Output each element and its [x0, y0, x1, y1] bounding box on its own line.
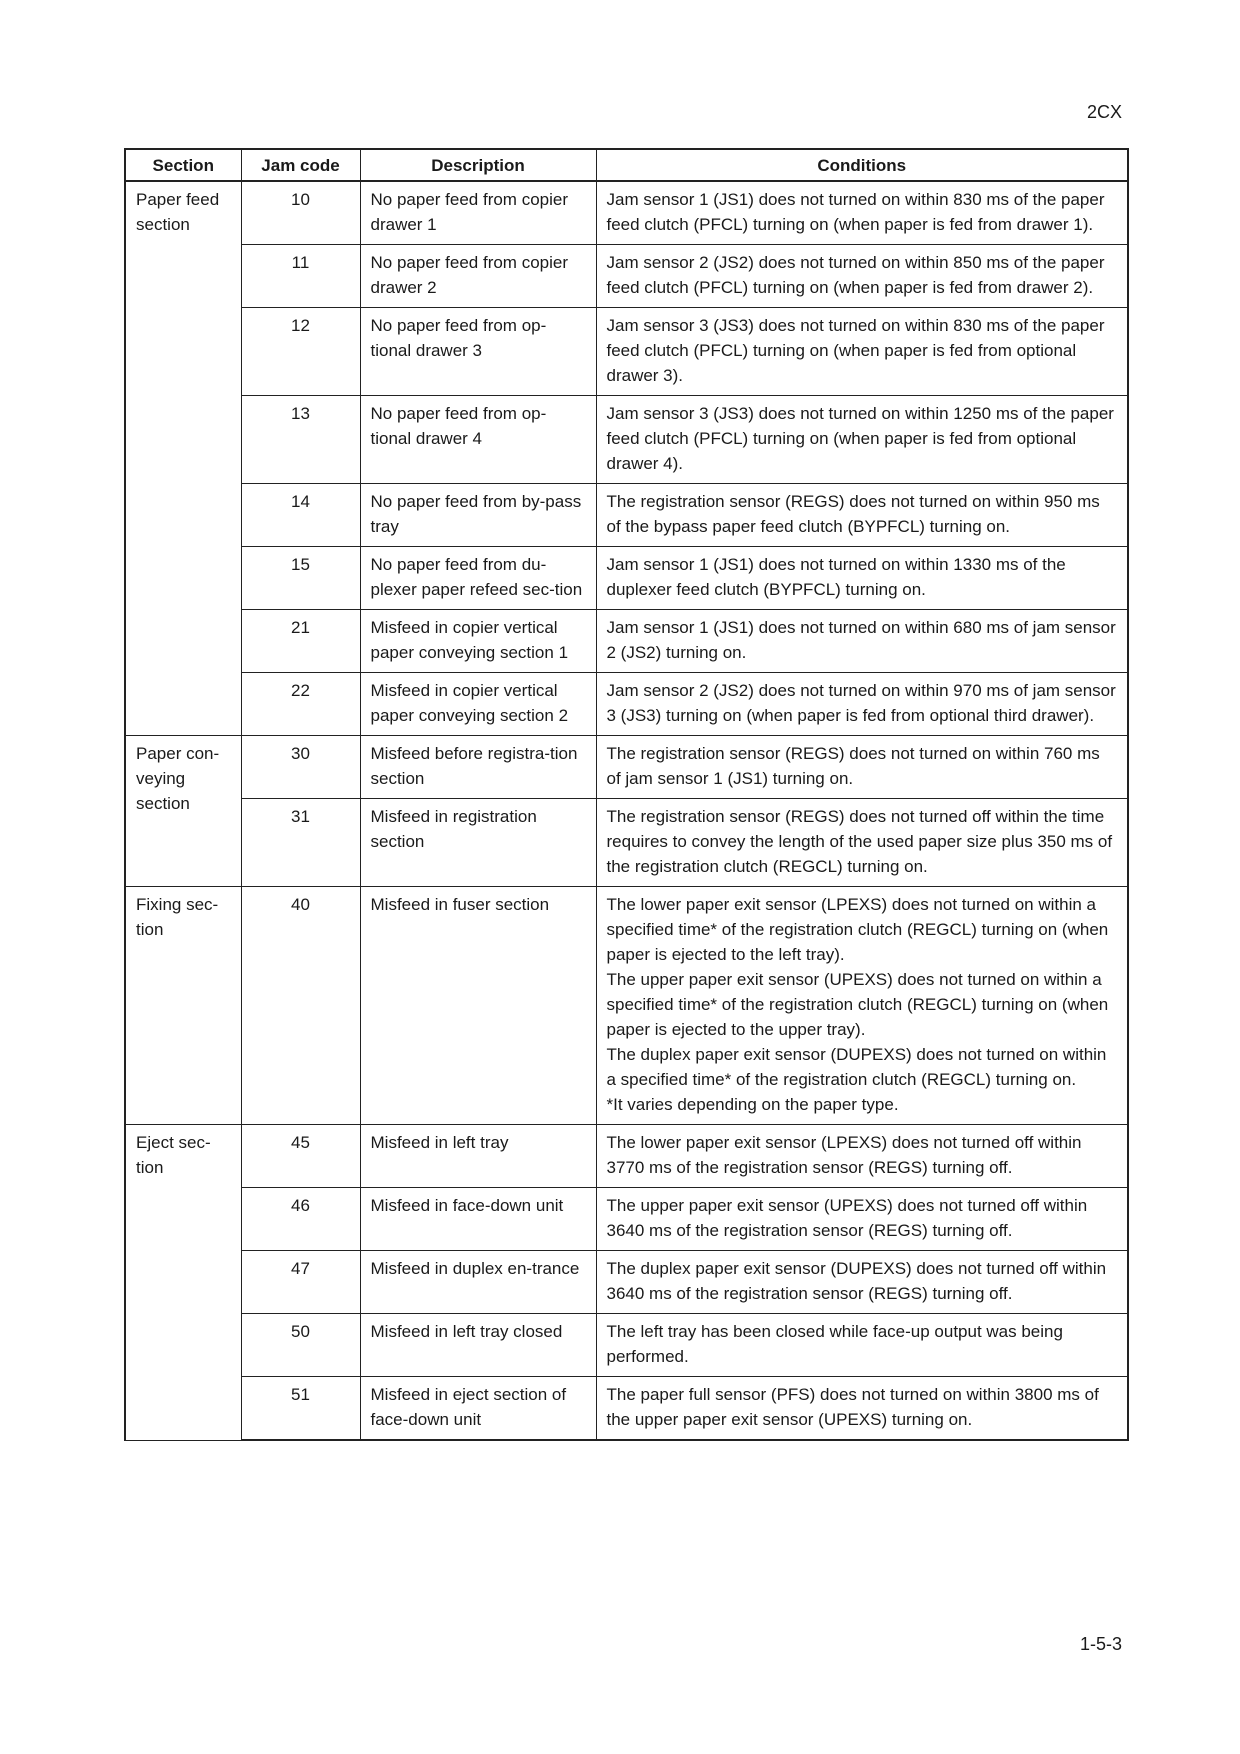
- table-row: [125, 308, 1128, 396]
- conditions-cell: [596, 1125, 1128, 1188]
- description-cell: Misfeed in fuser section: [360, 887, 596, 1125]
- table-header-row: [125, 149, 1128, 181]
- description-cell: Misfeed in left tray closed: [360, 1314, 596, 1377]
- description-cell: No paper feed from du-plexer paper refeed sec-tion: [360, 547, 596, 610]
- condition-text: *It varies depending on the paper type.: [606, 1095, 899, 1114]
- conditions-cell: [596, 245, 1128, 308]
- condition-text: The lower paper exit sensor (LPEXS) does not turned on within a specified time* of the registration clutch (REGCL) turning on (when paper is ejected to the left tray).: [606, 895, 1109, 964]
- description-cell: No paper feed from op-tional drawer 4: [360, 396, 596, 484]
- table-row: [125, 181, 1128, 245]
- column-header-section: Section: [125, 149, 241, 181]
- condition-text: The paper full sensor (PFS) does not turned on within 3800 ms of the upper paper exit sensor (UPEXS) turning on.: [606, 1385, 1099, 1429]
- table-row: [125, 547, 1128, 610]
- jam-code-cell: 46: [241, 1188, 360, 1251]
- jam-code-cell: 30: [241, 736, 360, 799]
- table-body: [125, 181, 1128, 1440]
- model-code: 2CX: [1086, 102, 1122, 122]
- condition-text: The upper paper exit sensor (UPEXS) does not turned off within 3640 ms of the registration sensor (REGS) turning off.: [606, 1196, 1088, 1240]
- table-row: [125, 484, 1128, 547]
- condition-text: The registration sensor (REGS) does not turned off within the time requires to convey the length of the used paper size plus 350 ms of the registration clutch (REGCL) turning on.: [606, 807, 1113, 876]
- table-row: [125, 1314, 1128, 1377]
- conditions-cell: [596, 308, 1128, 396]
- column-header-conditions: Conditions: [596, 149, 1128, 181]
- description-cell: Misfeed in duplex en-trance: [360, 1251, 596, 1314]
- description-cell: Misfeed in face-down unit: [360, 1188, 596, 1251]
- jam-code-cell: 31: [241, 799, 360, 887]
- section-cell: Eject sec-tion: [125, 1125, 241, 1441]
- condition-text: The upper paper exit sensor (UPEXS) does not turned on within a specified time* of the registration clutch (REGCL) turning on (when paper is ejected to the upper tray).: [606, 970, 1109, 1039]
- description-cell: No paper feed from op-tional drawer 3: [360, 308, 596, 396]
- page-number: 1-5-3: [1079, 1634, 1122, 1654]
- table-row: [125, 610, 1128, 673]
- table-row: [125, 673, 1128, 736]
- condition-text: Jam sensor 2 (JS2) does not turned on within 850 ms of the paper feed clutch (PFCL) turning on (when paper is fed from drawer 2).: [606, 253, 1105, 297]
- description-cell: No paper feed from copier drawer 1: [360, 181, 596, 245]
- section-cell: Paper feed section: [125, 181, 241, 736]
- jam-code-cell: 50: [241, 1314, 360, 1377]
- jam-code-cell: 45: [241, 1125, 360, 1188]
- description-cell: Misfeed in copier vertical paper conveying section 2: [360, 673, 596, 736]
- conditions-cell: [596, 887, 1128, 1125]
- jam-code-cell: 15: [241, 547, 360, 610]
- table-row: [125, 887, 1128, 1125]
- table-row: [125, 1377, 1128, 1441]
- table-row: [125, 1125, 1128, 1188]
- jam-code-cell: 14: [241, 484, 360, 547]
- condition-text: Jam sensor 3 (JS3) does not turned on within 830 ms of the paper feed clutch (PFCL) turning on (when paper is fed from optional drawer 3).: [606, 316, 1105, 385]
- condition-text: The registration sensor (REGS) does not turned on within 760 ms of jam sensor 1 (JS1) turning on.: [606, 744, 1100, 788]
- jam-code-cell: 47: [241, 1251, 360, 1314]
- description-cell: No paper feed from copier drawer 2: [360, 245, 596, 308]
- jam-code-cell: 51: [241, 1377, 360, 1441]
- section-cell: Fixing sec-tion: [125, 887, 241, 1125]
- conditions-cell: [596, 799, 1128, 887]
- jam-code-cell: 22: [241, 673, 360, 736]
- conditions-cell: [596, 396, 1128, 484]
- column-header-description: Description: [360, 149, 596, 181]
- condition-text: The left tray has been closed while face-up output was being performed.: [606, 1322, 1063, 1366]
- table-row: [125, 396, 1128, 484]
- description-cell: Misfeed in eject section of face-down unit: [360, 1377, 596, 1441]
- section-cell: Paper con-veying section: [125, 736, 241, 887]
- conditions-cell: [596, 1251, 1128, 1314]
- description-cell: Misfeed in copier vertical paper conveying section 1: [360, 610, 596, 673]
- conditions-cell: [596, 1377, 1128, 1441]
- condition-text: Jam sensor 1 (JS1) does not turned on within 830 ms of the paper feed clutch (PFCL) turning on (when paper is fed from drawer 1).: [606, 190, 1105, 234]
- jam-code-cell: 12: [241, 308, 360, 396]
- description-cell: Misfeed in left tray: [360, 1125, 596, 1188]
- jam-code-cell: 13: [241, 396, 360, 484]
- conditions-cell: [596, 610, 1128, 673]
- conditions-cell: [596, 736, 1128, 799]
- condition-text: Jam sensor 2 (JS2) does not turned on within 970 ms of jam sensor 3 (JS3) turning on (when paper is fed from optional third drawer).: [606, 681, 1116, 725]
- jam-code-cell: 10: [241, 181, 360, 245]
- table-row: [125, 799, 1128, 887]
- jam-code-cell: 40: [241, 887, 360, 1125]
- conditions-cell: [596, 1314, 1128, 1377]
- table-row: [125, 1251, 1128, 1314]
- jam-code-cell: 11: [241, 245, 360, 308]
- condition-text: Jam sensor 1 (JS1) does not turned on within 680 ms of jam sensor 2 (JS2) turning on.: [606, 618, 1116, 662]
- jam-code-table: [124, 148, 1129, 1441]
- condition-text: The duplex paper exit sensor (DUPEXS) does not turned on within a specified time* of the registration clutch (REGCL) turning on.: [606, 1045, 1107, 1089]
- conditions-cell: [596, 484, 1128, 547]
- description-cell: No paper feed from by-pass tray: [360, 484, 596, 547]
- conditions-cell: [596, 673, 1128, 736]
- condition-text: The lower paper exit sensor (LPEXS) does not turned off within 3770 ms of the registration sensor (REGS) turning off.: [606, 1133, 1082, 1177]
- table-row: [125, 1188, 1128, 1251]
- column-header-jam-code: Jam code: [241, 149, 360, 181]
- condition-text: The duplex paper exit sensor (DUPEXS) does not turned off within 3640 ms of the registration sensor (REGS) turning off.: [606, 1259, 1107, 1303]
- description-cell: Misfeed before registra-tion section: [360, 736, 596, 799]
- condition-text: Jam sensor 1 (JS1) does not turned on within 1330 ms of the duplexer feed clutch (BYPFCL) turning on.: [606, 555, 1066, 599]
- conditions-cell: [596, 547, 1128, 610]
- description-cell: Misfeed in registration section: [360, 799, 596, 887]
- table-row: [125, 736, 1128, 799]
- conditions-cell: [596, 1188, 1128, 1251]
- condition-text: The registration sensor (REGS) does not turned on within 950 ms of the bypass paper feed clutch (BYPFCL) turning on.: [606, 492, 1100, 536]
- conditions-cell: [596, 181, 1128, 245]
- table-row: [125, 245, 1128, 308]
- condition-text: Jam sensor 3 (JS3) does not turned on within 1250 ms of the paper feed clutch (PFCL) turning on (when paper is fed from optional drawer 4).: [606, 404, 1114, 473]
- jam-code-cell: 21: [241, 610, 360, 673]
